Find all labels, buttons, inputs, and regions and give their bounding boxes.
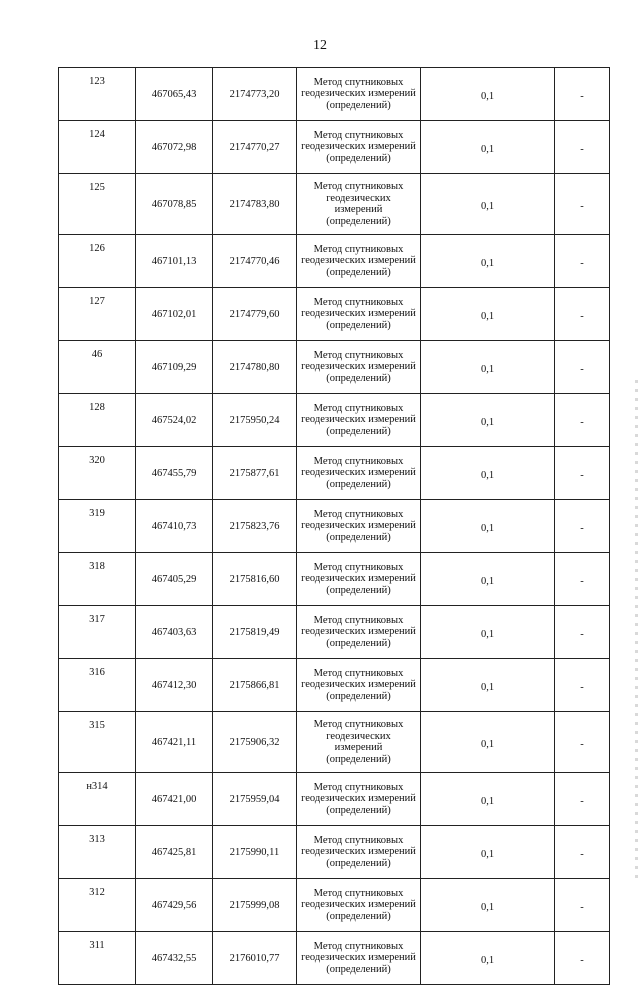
y-coordinate-cell: 2175823,76 [213, 500, 297, 553]
description-cell: - [555, 235, 610, 288]
method-cell: Метод спутниковых геодезических измерений (определений) [297, 174, 421, 235]
method-cell: Метод спутниковых геодезических измерений (определений) [297, 712, 421, 773]
point-id-cell: 320 [59, 447, 136, 500]
accuracy-cell: 0,1 [421, 773, 555, 826]
y-coordinate-cell: 2174770,27 [213, 121, 297, 174]
method-cell: Метод спутниковых геодезических измерений (определений) [297, 500, 421, 553]
table-row [59, 447, 610, 500]
point-id-cell: 124 [59, 121, 136, 174]
y-coordinate-cell: 2174783,80 [213, 174, 297, 235]
x-coordinate-cell: 467429,56 [136, 879, 213, 932]
accuracy-cell: 0,1 [421, 447, 555, 500]
method-cell: Метод спутниковых геодезических измерений (определений) [297, 341, 421, 394]
description-cell: - [555, 341, 610, 394]
accuracy-cell: 0,1 [421, 235, 555, 288]
table-row [59, 826, 610, 879]
description-cell: - [555, 773, 610, 826]
description-cell: - [555, 500, 610, 553]
description-cell: - [555, 826, 610, 879]
table-row [59, 712, 610, 773]
x-coordinate-cell: 467455,79 [136, 447, 213, 500]
point-id-cell: 127 [59, 288, 136, 341]
method-cell: Метод спутниковых геодезических измерений (определений) [297, 288, 421, 341]
point-id-cell: 316 [59, 659, 136, 712]
description-cell: - [555, 879, 610, 932]
description-cell: - [555, 659, 610, 712]
accuracy-cell: 0,1 [421, 341, 555, 394]
method-cell: Метод спутниковых геодезических измерений (определений) [297, 121, 421, 174]
description-cell: - [555, 606, 610, 659]
y-coordinate-cell: 2175959,04 [213, 773, 297, 826]
accuracy-cell: 0,1 [421, 659, 555, 712]
method-cell: Метод спутниковых геодезических измерений (определений) [297, 826, 421, 879]
x-coordinate-cell: 467109,29 [136, 341, 213, 394]
table-row [59, 174, 610, 235]
x-coordinate-cell: 467425,81 [136, 826, 213, 879]
accuracy-cell: 0,1 [421, 174, 555, 235]
point-id-cell: 125 [59, 174, 136, 235]
table-row [59, 121, 610, 174]
method-cell: Метод спутниковых геодезических измерений (определений) [297, 68, 421, 121]
y-coordinate-cell: 2175950,24 [213, 394, 297, 447]
point-id-cell: 46 [59, 341, 136, 394]
accuracy-cell: 0,1 [421, 826, 555, 879]
point-id-cell: 315 [59, 712, 136, 773]
x-coordinate-cell: 467072,98 [136, 121, 213, 174]
table-row [59, 659, 610, 712]
table-row [59, 553, 610, 606]
x-coordinate-cell: 467065,43 [136, 68, 213, 121]
point-id-cell: 123 [59, 68, 136, 121]
table-row [59, 879, 610, 932]
method-cell: Метод спутниковых геодезических измерений (определений) [297, 394, 421, 447]
y-coordinate-cell: 2174780,80 [213, 341, 297, 394]
point-id-cell: 313 [59, 826, 136, 879]
x-coordinate-cell: 467432,55 [136, 932, 213, 985]
y-coordinate-cell: 2176010,77 [213, 932, 297, 985]
accuracy-cell: 0,1 [421, 606, 555, 659]
accuracy-cell: 0,1 [421, 394, 555, 447]
y-coordinate-cell: 2175877,61 [213, 447, 297, 500]
x-coordinate-cell: 467421,11 [136, 712, 213, 773]
y-coordinate-cell: 2175866,81 [213, 659, 297, 712]
y-coordinate-cell: 2175816,60 [213, 553, 297, 606]
accuracy-cell: 0,1 [421, 68, 555, 121]
method-cell: Метод спутниковых геодезических измерений (определений) [297, 932, 421, 985]
accuracy-cell: 0,1 [421, 932, 555, 985]
table-row [59, 932, 610, 985]
method-cell: Метод спутниковых геодезических измерений (определений) [297, 773, 421, 826]
description-cell: - [555, 712, 610, 773]
table-row [59, 606, 610, 659]
description-cell: - [555, 174, 610, 235]
accuracy-cell: 0,1 [421, 553, 555, 606]
point-id-cell: 319 [59, 500, 136, 553]
table-row [59, 235, 610, 288]
description-cell: - [555, 447, 610, 500]
description-cell: - [555, 288, 610, 341]
x-coordinate-cell: 467412,30 [136, 659, 213, 712]
coordinates-table [58, 67, 610, 985]
method-cell: Метод спутниковых геодезических измерений (определений) [297, 447, 421, 500]
accuracy-cell: 0,1 [421, 121, 555, 174]
y-coordinate-cell: 2175906,32 [213, 712, 297, 773]
y-coordinate-cell: 2174773,20 [213, 68, 297, 121]
description-cell: - [555, 932, 610, 985]
description-cell: - [555, 394, 610, 447]
table-row [59, 68, 610, 121]
description-cell: - [555, 68, 610, 121]
point-id-cell: 128 [59, 394, 136, 447]
table-row [59, 500, 610, 553]
x-coordinate-cell: 467410,73 [136, 500, 213, 553]
table-row [59, 773, 610, 826]
method-cell: Метод спутниковых геодезических измерений (определений) [297, 606, 421, 659]
point-id-cell: 126 [59, 235, 136, 288]
page-number: 12 [313, 38, 327, 53]
x-coordinate-cell: 467403,63 [136, 606, 213, 659]
y-coordinate-cell: 2175819,49 [213, 606, 297, 659]
description-cell: - [555, 553, 610, 606]
x-coordinate-cell: 467078,85 [136, 174, 213, 235]
point-id-cell: н314 [59, 773, 136, 826]
x-coordinate-cell: 467421,00 [136, 773, 213, 826]
scan-edge-marks [635, 380, 638, 880]
accuracy-cell: 0,1 [421, 712, 555, 773]
method-cell: Метод спутниковых геодезических измерений (определений) [297, 553, 421, 606]
x-coordinate-cell: 467101,13 [136, 235, 213, 288]
description-cell: - [555, 121, 610, 174]
y-coordinate-cell: 2175990,11 [213, 826, 297, 879]
x-coordinate-cell: 467102,01 [136, 288, 213, 341]
method-cell: Метод спутниковых геодезических измерений (определений) [297, 235, 421, 288]
point-id-cell: 317 [59, 606, 136, 659]
table-row [59, 288, 610, 341]
method-cell: Метод спутниковых геодезических измерений (определений) [297, 659, 421, 712]
table-row [59, 341, 610, 394]
accuracy-cell: 0,1 [421, 500, 555, 553]
x-coordinate-cell: 467405,29 [136, 553, 213, 606]
table-row [59, 394, 610, 447]
accuracy-cell: 0,1 [421, 879, 555, 932]
method-cell: Метод спутниковых геодезических измерений (определений) [297, 879, 421, 932]
y-coordinate-cell: 2174770,46 [213, 235, 297, 288]
point-id-cell: 312 [59, 879, 136, 932]
y-coordinate-cell: 2175999,08 [213, 879, 297, 932]
y-coordinate-cell: 2174779,60 [213, 288, 297, 341]
point-id-cell: 318 [59, 553, 136, 606]
x-coordinate-cell: 467524,02 [136, 394, 213, 447]
accuracy-cell: 0,1 [421, 288, 555, 341]
point-id-cell: 311 [59, 932, 136, 985]
